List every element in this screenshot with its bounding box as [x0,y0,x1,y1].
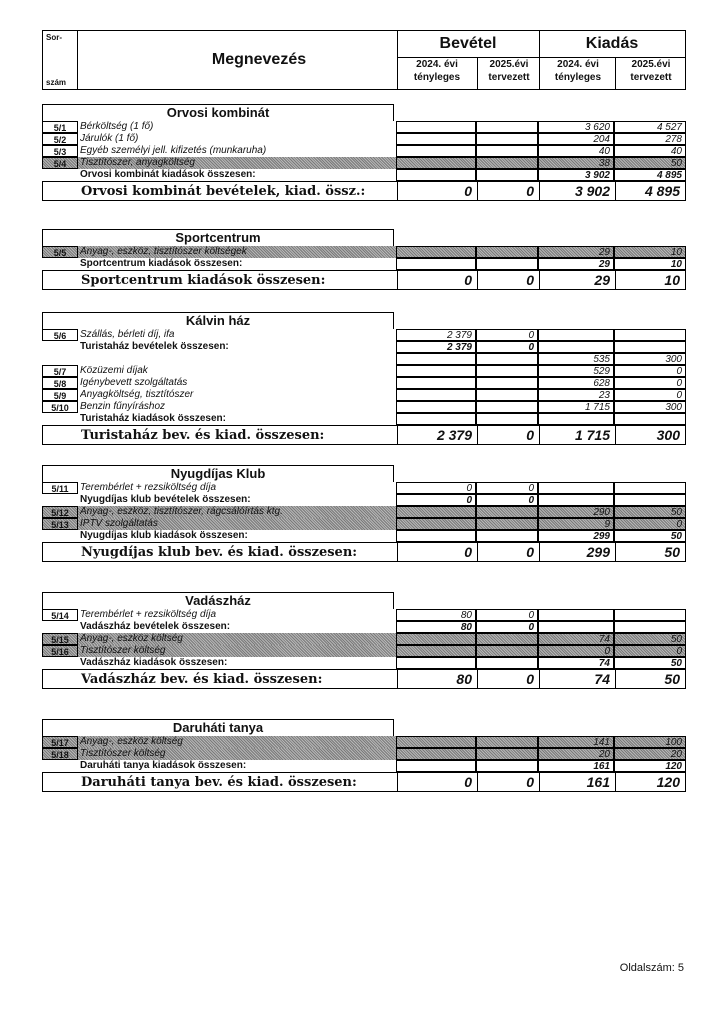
row-value-v4: 300 [614,353,686,365]
section-total-v4: 300 [615,426,685,444]
row-value-v3: 20 [538,748,614,760]
section-total-label: Nyugdíjas klub bev. és kiad. összesen: [81,545,358,560]
table-row [42,246,686,258]
row-label: Vadászház bevételek összesen: [80,621,231,632]
table-row [42,389,686,401]
row-value-v4: 0 [614,377,686,389]
row-value-v4 [614,482,686,494]
row-code: 5/9 [42,389,78,401]
section-total-label: Daruháti tanya bev. és kiad. összesen: [81,775,357,790]
row-value-v4: 100 [614,736,686,748]
row-value-v4: 4 527 [614,121,686,133]
row-value-v1 [396,258,476,270]
table-row [42,657,686,669]
row-value-v2 [476,145,538,157]
row-value-v3: 9 [538,518,614,530]
row-code: 5/10 [42,401,78,413]
row-value-v1: 0 [396,482,476,494]
row-code: 5/2 [42,133,78,145]
row-value-v2: 0 [476,482,538,494]
header-col4: 2025.évi tervezett [615,57,686,90]
section-total-v2: 0 [477,271,539,289]
row-value-v4: 0 [614,645,686,657]
row-code: 5/6 [42,329,78,341]
table-row [42,377,686,389]
table-row [42,413,686,425]
table-row [42,494,686,506]
table-row [42,621,686,633]
section-title: Sportcentrum [42,229,394,246]
row-label: Terembérlet + rezsiköltség díja [80,482,217,493]
row-label: Egyéb személyi jell. kifizetés (munkaruha) [80,145,267,156]
row-value-v1 [396,145,476,157]
row-value-v3: 29 [538,246,614,258]
header-col2: 2025.évi tervezett [477,57,540,90]
row-value-v1 [396,736,476,748]
row-code: 5/5 [42,246,78,258]
section-total-v4: 50 [615,543,685,561]
header-megnevezes: Megnevezés [211,51,307,68]
row-value-v3 [538,341,614,353]
row-value-v2 [476,645,538,657]
row-code: 5/7 [42,365,78,377]
row-code: 5/1 [42,121,78,133]
table-row [42,633,686,645]
row-code: 5/18 [42,748,78,760]
row-value-v4: 0 [614,518,686,530]
row-label: Tisztítószer, anyagköltség [80,157,195,168]
section-total-row [42,772,686,792]
row-label: Szállás, bérleti díj, ifa [80,329,175,340]
row-value-v2 [476,736,538,748]
row-label: Bérköltség (1 fő) [80,121,154,132]
row-label: Anyag-, eszköz, tisztítószer, rágcsálóírtás ktg. [80,506,283,517]
row-label: Nyugdíjas klub bevételek összesen: [80,494,251,505]
row-value-v3 [538,413,614,425]
section-total-v4: 4 895 [615,182,685,200]
table-row [42,365,686,377]
row-value-v2 [476,506,538,518]
row-value-v2 [476,657,538,669]
row-value-v2 [476,633,538,645]
row-value-v1 [396,657,476,669]
row-value-v2: 0 [476,494,538,506]
row-value-v3: 3 902 [538,169,614,181]
row-label: Turistaház kiadások összesen: [80,413,226,424]
row-value-v3 [538,621,614,633]
section-total-row [42,669,686,689]
section-total-v1: 0 [397,773,477,791]
section-title: Nyugdíjas Klub [42,465,394,482]
row-label: Orvosi kombinát kiadások összesen: [80,169,256,180]
section-total-v1: 0 [397,182,477,200]
section-total-row [42,270,686,290]
row-label: Sportcentrum kiadások összesen: [80,258,243,269]
row-value-v1 [396,377,476,389]
section-total-row [42,425,686,445]
section-total-v3: 161 [539,773,615,791]
row-value-v2 [476,518,538,530]
header-bevetel: Bevétel [439,35,497,52]
section-total-v1: 80 [397,670,477,688]
section-total-label: Turistaház bev. és kiad. összesen: [81,428,325,443]
row-value-v1 [396,530,476,542]
row-value-v4 [614,621,686,633]
row-value-v3: 74 [538,633,614,645]
row-label: IPTV szolgáltatás [80,518,158,529]
row-label: Közüzemi díjak [80,365,148,376]
row-label: Daruháti tanya kiadások összesen: [80,760,247,771]
row-value-v1 [396,121,476,133]
table-row [42,341,686,353]
row-code: 5/13 [42,518,78,530]
row-value-v4: 50 [614,633,686,645]
header-sor: Sor- [46,33,62,42]
row-value-v1 [396,518,476,530]
section-total-v3: 3 902 [539,182,615,200]
row-value-v3: 299 [538,530,614,542]
section-total-v3: 299 [539,543,615,561]
row-label: Igénybevett szolgáltatás [80,377,188,388]
row-value-v1 [396,353,476,365]
row-label: Turistaház bevételek összesen: [80,341,229,352]
row-value-v2 [476,121,538,133]
row-value-v3: 290 [538,506,614,518]
row-label: Anyagköltség, tisztítószer [80,389,194,400]
row-value-v3: 23 [538,389,614,401]
section-total-v3: 29 [539,271,615,289]
section-total-v2: 0 [477,426,539,444]
section-total-v2: 0 [477,670,539,688]
section-total-v3: 1 715 [539,426,615,444]
row-value-v1 [396,633,476,645]
row-value-v3: 1 715 [538,401,614,413]
row-value-v2 [476,258,538,270]
row-value-v2 [476,353,538,365]
row-value-v3: 529 [538,365,614,377]
row-code: 5/4 [42,157,78,169]
row-value-v4: 0 [614,365,686,377]
section-total-v1: 0 [397,543,477,561]
row-value-v4: 278 [614,133,686,145]
section-total-v1: 0 [397,271,477,289]
row-code: 5/16 [42,645,78,657]
row-value-v1: 2 379 [396,341,476,353]
row-value-v2: 0 [476,621,538,633]
row-code: 5/11 [42,482,78,494]
row-code: 5/8 [42,377,78,389]
row-value-v2 [476,157,538,169]
section-title: Orvosi kombinát [42,104,394,121]
row-value-v3: 3 620 [538,121,614,133]
table-row [42,157,686,169]
row-value-v3: 141 [538,736,614,748]
row-value-v1 [396,365,476,377]
row-value-v4: 50 [614,530,686,542]
row-value-v4 [614,494,686,506]
row-value-v4 [614,329,686,341]
table-row [42,760,686,772]
row-label: Járulók (1 fő) [80,133,139,144]
row-code: 5/14 [42,609,78,621]
row-code: 5/15 [42,633,78,645]
row-value-v2 [476,748,538,760]
row-value-v2 [476,365,538,377]
row-value-v2 [476,377,538,389]
table-header [42,30,686,90]
row-value-v1: 0 [396,494,476,506]
section-total-v4: 50 [615,670,685,688]
row-label: Tisztítószer költség [80,748,166,759]
row-value-v2 [476,413,538,425]
table-row [42,609,686,621]
row-value-v4: 20 [614,748,686,760]
row-value-v3: 161 [538,760,614,772]
row-value-v2 [476,246,538,258]
section-total-v2: 0 [477,182,539,200]
table-row [42,482,686,494]
row-value-v1: 80 [396,621,476,633]
section-total-label: Vadászház bev. és kiad. összesen: [81,672,323,687]
section-total-row [42,181,686,201]
row-value-v1: 80 [396,609,476,621]
section-title: Vadászház [42,592,394,609]
row-value-v4 [614,413,686,425]
section-total-v4: 10 [615,271,685,289]
header-col1: 2024. évi tényleges [397,57,477,90]
row-value-v1 [396,748,476,760]
row-label: Benzin fűnyíráshoz [80,401,166,412]
row-value-v2: 0 [476,329,538,341]
row-value-v3: 38 [538,157,614,169]
row-value-v2 [476,760,538,772]
row-label: Anyag-, eszköz költség [80,736,183,747]
section-total-v4: 120 [615,773,685,791]
row-value-v4 [614,609,686,621]
row-value-v1 [396,401,476,413]
section-total-v3: 74 [539,670,615,688]
row-value-v1 [396,133,476,145]
table-row [42,518,686,530]
row-value-v4: 50 [614,157,686,169]
row-value-v4: 40 [614,145,686,157]
header-kiadas: Kiadás [585,35,639,52]
row-value-v3: 40 [538,145,614,157]
table-row [42,133,686,145]
row-value-v1 [396,157,476,169]
row-value-v2 [476,389,538,401]
row-value-v1: 2 379 [396,329,476,341]
row-value-v4 [614,341,686,353]
section-total-v1: 2 379 [397,426,477,444]
row-label: Anyag-, eszköz, tisztítószer költségek [80,246,247,257]
header-col3: 2024. évi tényleges [539,57,616,90]
section-total-v2: 0 [477,543,539,561]
section-total-v2: 0 [477,773,539,791]
row-value-v3: 74 [538,657,614,669]
table-row [42,169,686,181]
row-value-v3: 29 [538,258,614,270]
table-row [42,736,686,748]
row-value-v4: 0 [614,389,686,401]
table-row [42,401,686,413]
row-value-v3: 535 [538,353,614,365]
row-value-v1 [396,645,476,657]
row-value-v4: 50 [614,506,686,518]
table-row [42,645,686,657]
row-value-v3 [538,329,614,341]
table-row [42,530,686,542]
row-value-v4: 10 [614,258,686,270]
table-row [42,258,686,270]
table-row [42,748,686,760]
section-title: Kálvin ház [42,312,394,329]
table-row [42,353,686,365]
row-value-v3 [538,494,614,506]
row-value-v3 [538,609,614,621]
section-title: Daruháti tanya [42,719,394,736]
table-row [42,329,686,341]
row-value-v1 [396,413,476,425]
row-value-v1 [396,389,476,401]
row-value-v3: 0 [538,645,614,657]
row-value-v4: 120 [614,760,686,772]
row-value-v2 [476,133,538,145]
row-label: Nyugdíjas klub kiadások összesen: [80,530,248,541]
row-label: Tisztítószer költség [80,645,166,656]
row-value-v2: 0 [476,609,538,621]
row-value-v4: 4 895 [614,169,686,181]
row-value-v4: 300 [614,401,686,413]
row-value-v1 [396,760,476,772]
row-label: Terembérlet + rezsiköltség díja [80,609,217,620]
row-value-v2 [476,530,538,542]
table-row [42,145,686,157]
table-row [42,121,686,133]
row-value-v2 [476,401,538,413]
header-szam: szám [46,78,67,87]
page-number: Oldalszám: 5 [619,962,684,974]
row-code: 5/3 [42,145,78,157]
row-code: 5/12 [42,506,78,518]
row-label: Anyag-, eszköz költség [80,633,183,644]
section-total-row [42,542,686,562]
row-value-v2 [476,169,538,181]
row-value-v4: 10 [614,246,686,258]
row-value-v3: 204 [538,133,614,145]
section-total-label: Orvosi kombinát bevételek, kiad. össz.: [81,184,366,199]
row-value-v4: 50 [614,657,686,669]
row-code: 5/17 [42,736,78,748]
row-value-v1 [396,169,476,181]
row-value-v2: 0 [476,341,538,353]
table-row [42,506,686,518]
row-label: Vadászház kiadások összesen: [80,657,228,668]
row-value-v3 [538,482,614,494]
row-value-v3: 628 [538,377,614,389]
row-value-v1 [396,506,476,518]
section-total-label: Sportcentrum kiadások összesen: [81,273,326,288]
row-value-v1 [396,246,476,258]
